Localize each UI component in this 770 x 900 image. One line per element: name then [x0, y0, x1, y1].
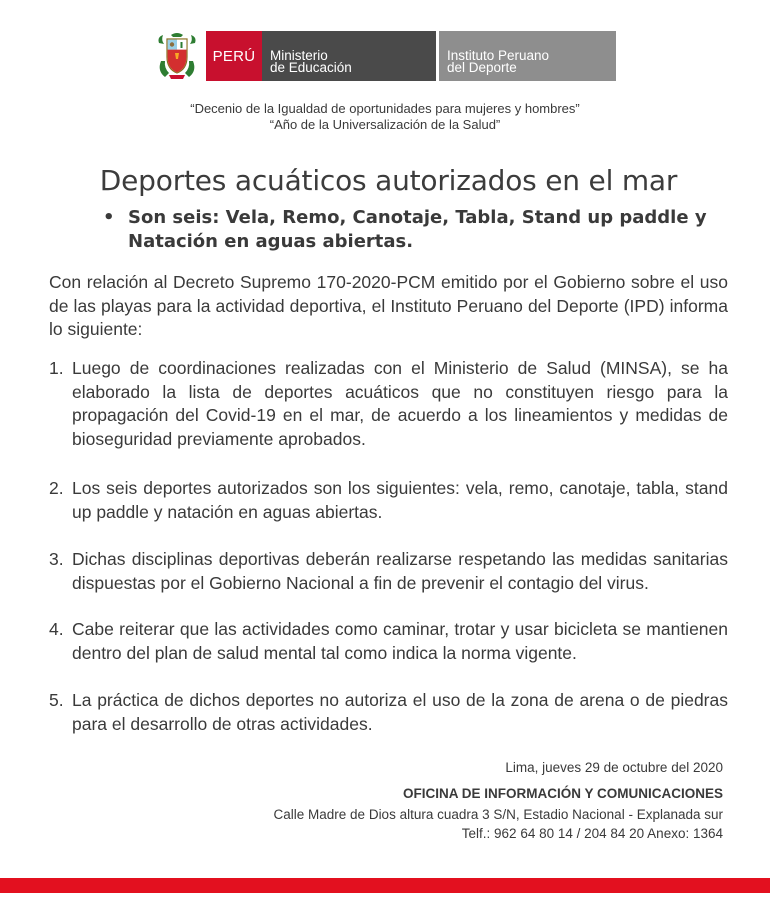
decenio-line2: “Año de la Universalización de la Salud”	[269, 117, 501, 132]
subtitle-text: Son seis: Vela, Remo, Canotaje, Tabla, Stand up paddle y Natación en aguas abiertas.	[128, 207, 707, 252]
bullet-mark: •	[103, 207, 115, 228]
peru-coat-of-arms-icon	[155, 31, 199, 81]
footer-address: Calle Madre de Dios altura cuadra 3 S/N, Estadio Nacional - Explanada sur	[273, 807, 723, 822]
header-logos	[155, 31, 616, 81]
subtitle-bullet-item	[103, 206, 723, 253]
institute-line2: del Deporte	[447, 60, 517, 75]
list-item-number: 5.	[49, 690, 64, 710]
list-item-1	[49, 357, 728, 451]
list-item-2	[49, 477, 728, 524]
intro-paragraph: Con relación al Decreto Supremo 170-2020-PCM emitido por el Gobierno sobre el uso de las playas para la actividad deportiva, el Instituto Peruano del Deporte (IPD) informa lo siguiente:	[49, 272, 728, 339]
list-item-text: Cabe reiterar que las actividades como caminar, trotar y usar bicicleta se mantienen dentro del plan de salud mental tal como indica la norma vigente.	[72, 619, 728, 663]
list-item-number: 2.	[49, 478, 64, 498]
ministry-line2: de Educación	[270, 60, 352, 75]
footer-office: OFICINA DE INFORMACIÓN Y COMUNICACIONES	[402, 786, 723, 801]
institute-label-box	[439, 31, 616, 81]
list-item-number: 3.	[49, 549, 64, 569]
peru-label: PERÚ	[212, 47, 256, 65]
decenio-line1: “Decenio de la Igualdad de oportunidades para mujeres y hombres”	[190, 101, 580, 116]
ministry-label-box	[262, 31, 436, 81]
institute-line1: Instituto Peruano	[447, 48, 550, 63]
list-item-3	[49, 548, 728, 595]
list-item-text: Los seis deportes autorizados son los siguientes: vela, remo, canotaje, tabla, stand up paddle y natación en aguas abiertas.	[72, 478, 728, 522]
peru-label-box	[206, 31, 262, 81]
list-item-5	[49, 689, 728, 736]
list-item-4	[49, 618, 728, 665]
list-item-number: 1.	[49, 358, 64, 378]
ministry-line1: Ministerio	[270, 48, 328, 63]
list-item-text: Dichas disciplinas deportivas deberán realizarse respetando las medidas sanitarias dispuestas por el Gobierno Nacional a fin de prevenir el contagio del virus.	[72, 549, 728, 593]
footer-date: Lima, jueves 29 de octubre del 2020	[505, 760, 723, 775]
footer-accent-bar	[0, 878, 770, 893]
list-item-text: La práctica de dichos deportes no autoriza el uso de la zona de arena o de piedras para el desarrollo de otras actividades.	[72, 690, 728, 734]
page-title: Deportes acuáticos autorizados en el mar	[99, 164, 678, 197]
decenio-block	[0, 101, 770, 133]
footer-phone: Telf.: 962 64 80 14 / 204 84 20 Anexo: 1364	[461, 826, 723, 841]
list-item-number: 4.	[49, 619, 64, 639]
list-item-text: Luego de coordinaciones realizadas con el Ministerio de Salud (MINSA), se ha elaborado la lista de deportes acuáticos que no constituyen riesgo para la propagación del Covid-19 en el mar, de acuerdo a los lineamientos y medidas de bioseguridad previamente aprobados.	[72, 358, 728, 449]
